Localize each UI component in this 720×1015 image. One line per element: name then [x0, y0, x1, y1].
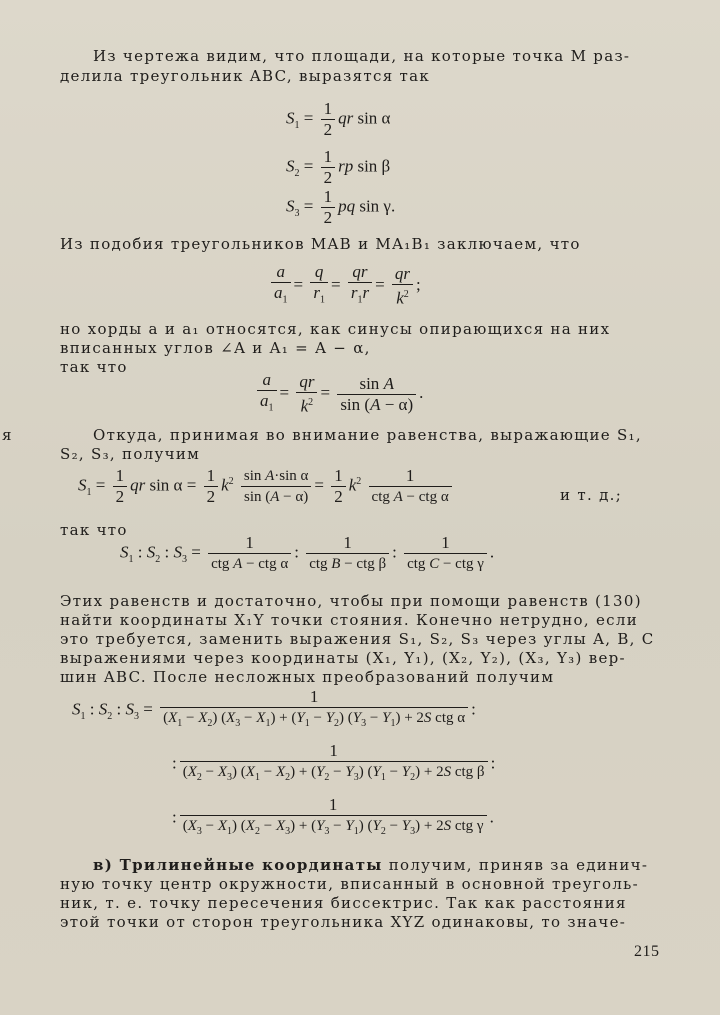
text-line: шин ABC. После несложных преобразований получим [60, 668, 555, 686]
equation-coord-1: $S_1$ : $S_2$ : $S_3$ = $\frac{1}{(X_1 - X_2) (X_3 - X_1) + (Y_1 - Y_2) (Y_3 - Y_1) + 2S ctg \alpha}$ : [72, 687, 476, 729]
text-line: так что [60, 358, 128, 376]
text-line: S₂, S₃, получим [60, 445, 201, 463]
text-line: Из подобия треугольников MAB и MA₁B₁ заключаем, что [60, 235, 581, 253]
equation-ratio-angles: $S_1$ : $S_2$ : $S_3$ = $\frac{1}{\text{ctg A − ctg α}}$ : $\frac{1}{\text{ctg B − ctg β}}$ : $\frac{1}{\text{ctg C − ctg γ}}$ . [120, 533, 495, 572]
text-line: этой точки от сторон треугольника XYZ одинаковы, то значе- [60, 913, 627, 931]
subsection-heading: в) Трилинейные координаты [93, 856, 383, 874]
page-number: 215 [634, 943, 660, 960]
text-line: Этих равенств и достаточно, чтобы при помощи равенств (130) [60, 592, 642, 610]
equation-s2: $S_2$ = $\frac{1}{2}$ rp sin β [286, 147, 391, 187]
equation-similarity: $\frac{a}{a_1}$ = $\frac{q}{r_1}$ = $\frac{qr}{r_1r}$ = $\frac{qr}{k^2}$ ; [268, 263, 421, 309]
equation-s1-expanded: $S_1$ = $\frac{1}{2}$ qr sin α = $\frac{1}{2}$ $k^2$ $\frac{\text{sin A·sin α}}{\sin (A - \alpha)}$ = $\frac{1}{2}$ $k^2$ $\frac{1}{\text{ctg A − ctg α}}$ [78, 467, 455, 506]
equation-s1: $S_1$ = $\frac{1}{2}$ qr sin α [286, 99, 391, 139]
margin-mark: я [2, 426, 12, 444]
equation-sine-ratio: $\frac{a}{a_1}$ = $\frac{qr}{k^2}$ = $\frac{\text{sin A}}{\sin (A - \alpha)}$ . [254, 371, 423, 417]
text-line: вписанных углов ∠A и A₁ = A − α, [60, 339, 371, 357]
text-line: это требуется, заменить выражения S₁, S₂, S₃ через углы A, B, C [60, 630, 655, 648]
text-line-heading: в) Трилинейные координаты получим, приняв за единич- [93, 856, 649, 874]
text-line: делила треугольник ABC, выразятся так [60, 67, 431, 85]
text-line: Из чертежа видим, что площади, на которые точка M раз- [93, 47, 631, 65]
text-etc: и т. д.; [560, 486, 623, 504]
text-line: но хорды a и a₁ относятся, как синусы опирающихся на них [60, 320, 611, 338]
equation-coord-2: : $\frac{1}{(X_2 - X_3) (X_1 - X_2) + (Y_2 - Y_3) (Y_1 - Y_2) + 2S ctg \beta}$ : [172, 741, 496, 783]
text-line: ную точку центр окружности, вписанный в основной треуголь- [60, 875, 639, 893]
text-line: выражениями через координаты (X₁, Y₁), (X₂, Y₂), (X₃, Y₃) вер- [60, 649, 626, 667]
text-line: ник, т. е. точку пересечения биссектрис. Так как расстояния [60, 894, 627, 912]
equation-coord-3: : $\frac{1}{(X_3 - X_1) (X_2 - X_3) + (Y_3 - Y_1) (Y_2 - Y_3) + 2S ctg \gamma}$ . [172, 795, 494, 837]
text-line: найти координаты X₁Y точки стояния. Конечно нетрудно, если [60, 611, 638, 629]
equation-s3: $S_3$ = $\frac{1}{2}$ pq sin γ. [286, 187, 396, 227]
text-line: Откуда, принимая во внимание равенства, выражающие S₁, [93, 426, 642, 444]
text-line: так что [60, 521, 128, 539]
